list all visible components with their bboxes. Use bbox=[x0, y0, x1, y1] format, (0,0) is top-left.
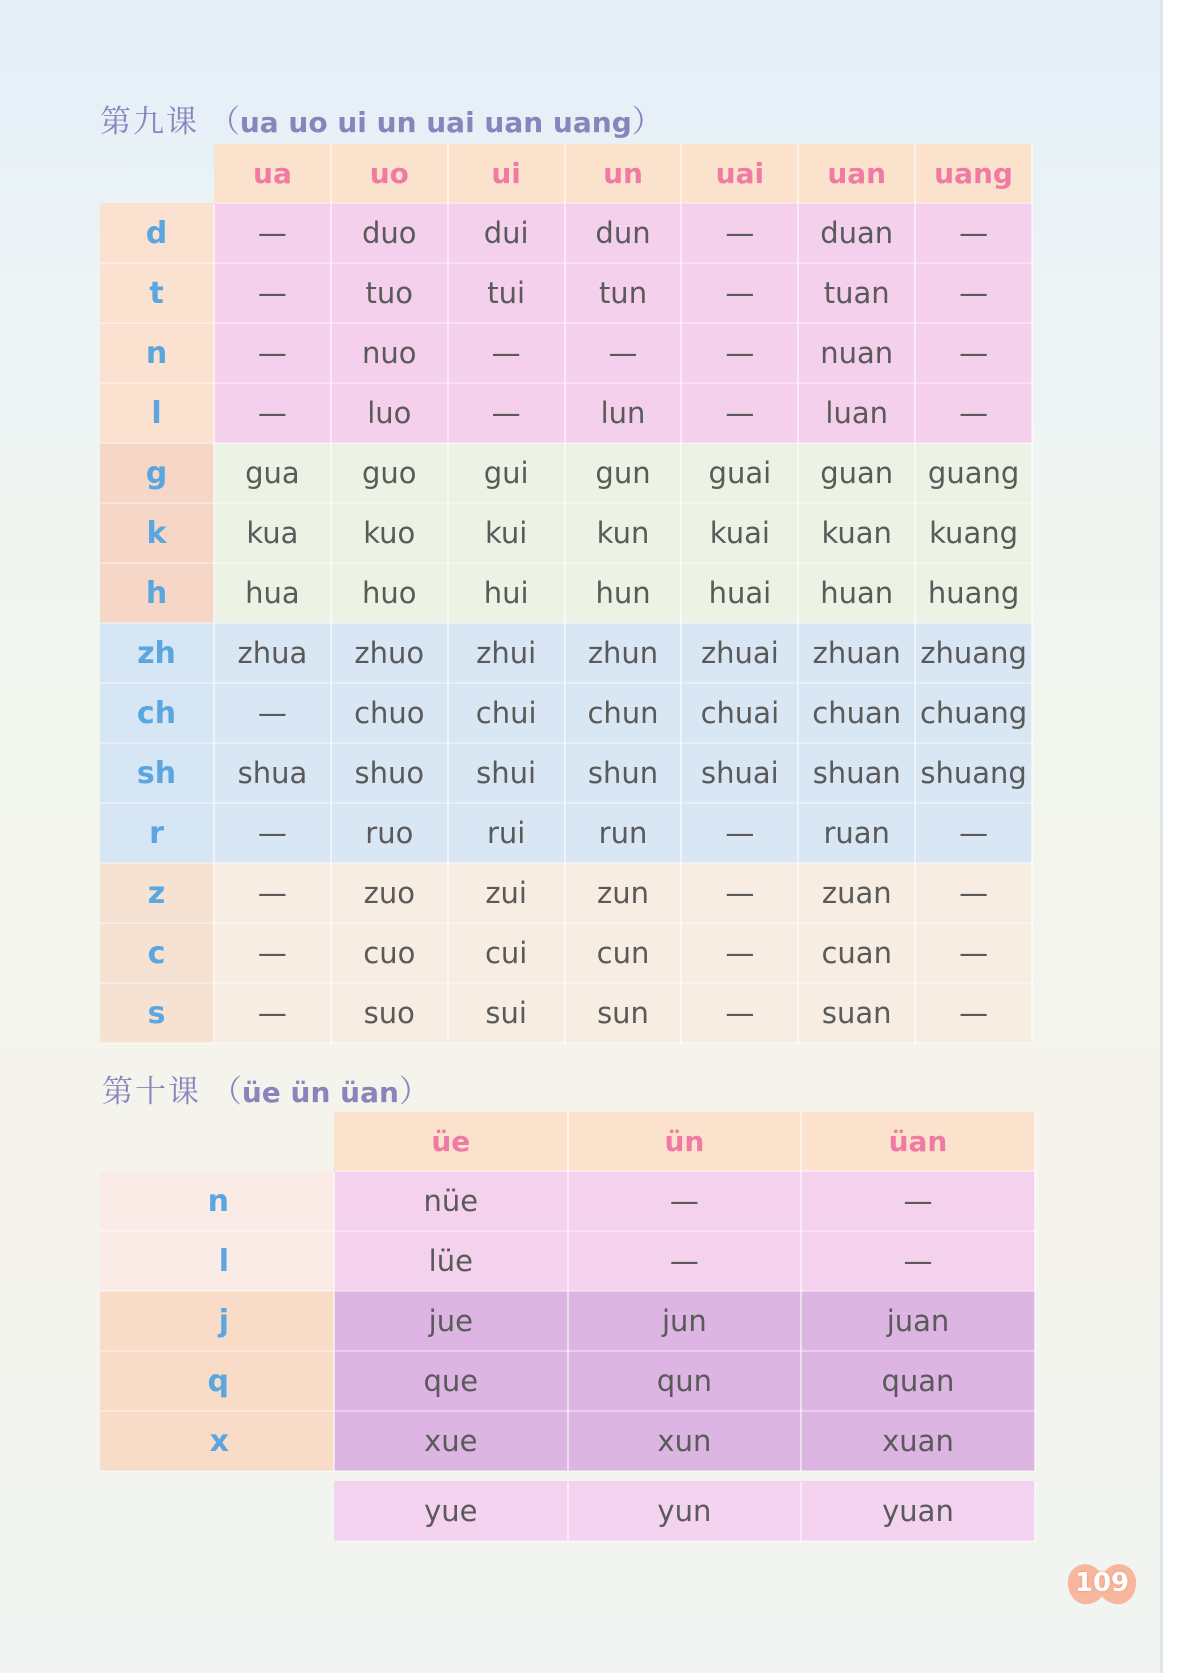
syllable-cell: gua bbox=[214, 443, 331, 503]
syllable-cell: nüe bbox=[334, 1171, 568, 1231]
syllable-cell: rui bbox=[448, 803, 565, 863]
initial-cell: c bbox=[100, 923, 214, 983]
header-cell: uo bbox=[331, 144, 448, 203]
syllable-cell: zhua bbox=[214, 623, 331, 683]
syllable-cell: hui bbox=[448, 563, 565, 623]
syllable-cell: kui bbox=[448, 503, 565, 563]
syllable-cell: — bbox=[448, 383, 565, 443]
syllable-cell: — bbox=[214, 863, 331, 923]
syllable-cell: huang bbox=[915, 563, 1032, 623]
lesson10-finals: üe ün üan bbox=[241, 1076, 399, 1109]
syllable-cell: — bbox=[915, 803, 1032, 863]
syllable-cell: — bbox=[568, 1231, 802, 1291]
syllable-cell: zhuan bbox=[798, 623, 915, 683]
syllable-cell: kuai bbox=[681, 503, 798, 563]
page-number: 109 bbox=[1074, 1568, 1130, 1598]
syllable-cell: luan bbox=[798, 383, 915, 443]
syllable-cell: chuang bbox=[915, 683, 1032, 743]
syllable-cell: — bbox=[681, 323, 798, 383]
lesson9-header-row bbox=[100, 144, 1032, 203]
syllable-cell: kun bbox=[565, 503, 682, 563]
table-row bbox=[100, 1291, 1035, 1351]
lesson9-title: 第九课 （ua uo ui un uai uan uang） bbox=[100, 104, 663, 140]
syllable-cell: gui bbox=[448, 443, 565, 503]
header-cell: üe bbox=[334, 1112, 568, 1171]
table-row bbox=[100, 1231, 1035, 1291]
initial-cell: d bbox=[100, 203, 214, 263]
syllable-cell: zhuang bbox=[915, 623, 1032, 683]
syllable-cell: — bbox=[214, 803, 331, 863]
page-number-badge bbox=[1066, 1558, 1138, 1614]
initial-cell: zh bbox=[100, 623, 214, 683]
page-edge bbox=[1160, 0, 1200, 1673]
syllable-cell: suan bbox=[798, 983, 915, 1043]
table-row bbox=[100, 443, 1032, 503]
syllable-cell: ruo bbox=[331, 803, 448, 863]
initial-cell: k bbox=[100, 503, 214, 563]
header-cell: uan bbox=[798, 144, 915, 203]
syllable-cell: zuan bbox=[798, 863, 915, 923]
initial-cell: l bbox=[100, 1231, 334, 1291]
syllable-cell: kuang bbox=[915, 503, 1032, 563]
syllable-cell: huan bbox=[798, 563, 915, 623]
syllable-cell: kua bbox=[214, 503, 331, 563]
syllable-cell: zui bbox=[448, 863, 565, 923]
initial-cell: n bbox=[100, 323, 214, 383]
lesson10-header-row bbox=[100, 1112, 1035, 1171]
syllable-cell: duo bbox=[331, 203, 448, 263]
table-row bbox=[100, 1171, 1035, 1231]
syllable-cell: chuan bbox=[798, 683, 915, 743]
header-cell: uang bbox=[915, 144, 1032, 203]
syllable-cell: — bbox=[915, 263, 1032, 323]
initial-cell: ch bbox=[100, 683, 214, 743]
syllable-cell: kuo bbox=[331, 503, 448, 563]
syllable-cell: xue bbox=[334, 1411, 568, 1471]
syllable-cell: shun bbox=[565, 743, 682, 803]
table-row bbox=[100, 683, 1032, 743]
header-cell: üan bbox=[801, 1112, 1035, 1171]
lesson10-title: 第十课 （üe ün üan） bbox=[102, 1074, 430, 1110]
header-cell: un bbox=[565, 144, 682, 203]
syllable-cell: shuang bbox=[915, 743, 1032, 803]
syllable-cell: dui bbox=[448, 203, 565, 263]
syllable-cell: tuo bbox=[331, 263, 448, 323]
syllable-cell: — bbox=[214, 203, 331, 263]
syllable-cell: — bbox=[801, 1231, 1035, 1291]
syllable-cell: zhui bbox=[448, 623, 565, 683]
syllable-cell: chui bbox=[448, 683, 565, 743]
syllable-cell: — bbox=[915, 863, 1032, 923]
table-row bbox=[100, 983, 1032, 1043]
syllable-cell: — bbox=[681, 263, 798, 323]
lesson9-table bbox=[100, 144, 1033, 1044]
syllable-cell: cuo bbox=[331, 923, 448, 983]
syllable-cell: shui bbox=[448, 743, 565, 803]
table-row bbox=[100, 323, 1032, 383]
initial-cell: q bbox=[100, 1351, 334, 1411]
syllable-cell: cun bbox=[565, 923, 682, 983]
initial-cell: x bbox=[100, 1411, 334, 1471]
syllable-cell: jue bbox=[334, 1291, 568, 1351]
syllable-cell: zhun bbox=[565, 623, 682, 683]
corner-cell bbox=[100, 144, 214, 203]
syllable-cell: nuan bbox=[798, 323, 915, 383]
syllable-cell: zhuai bbox=[681, 623, 798, 683]
syllable-cell: xun bbox=[568, 1411, 802, 1471]
syllable-cell: — bbox=[214, 923, 331, 983]
syllable-cell: zun bbox=[565, 863, 682, 923]
table-row bbox=[100, 1481, 1035, 1541]
syllable-cell: guan bbox=[798, 443, 915, 503]
initial-cell: s bbox=[100, 983, 214, 1043]
syllable-cell: shua bbox=[214, 743, 331, 803]
initial-cell bbox=[100, 1481, 334, 1541]
syllable-cell: cuan bbox=[798, 923, 915, 983]
initial-cell: r bbox=[100, 803, 214, 863]
syllable-cell: guang bbox=[915, 443, 1032, 503]
syllable-cell: lun bbox=[565, 383, 682, 443]
syllable-cell: kuan bbox=[798, 503, 915, 563]
syllable-cell: — bbox=[681, 923, 798, 983]
syllable-cell: — bbox=[681, 383, 798, 443]
syllable-cell: dun bbox=[565, 203, 682, 263]
corner-cell bbox=[100, 1112, 334, 1171]
syllable-cell: qun bbox=[568, 1351, 802, 1411]
syllable-cell: zhuo bbox=[331, 623, 448, 683]
syllable-cell: — bbox=[565, 323, 682, 383]
syllable-cell: nuo bbox=[331, 323, 448, 383]
table-row bbox=[100, 383, 1032, 443]
syllable-cell: shuan bbox=[798, 743, 915, 803]
syllable-cell: ruan bbox=[798, 803, 915, 863]
syllable-cell: huo bbox=[331, 563, 448, 623]
initial-cell: g bbox=[100, 443, 214, 503]
syllable-cell: — bbox=[214, 263, 331, 323]
syllable-cell: sui bbox=[448, 983, 565, 1043]
syllable-cell: — bbox=[214, 683, 331, 743]
syllable-cell: tui bbox=[448, 263, 565, 323]
initial-cell: h bbox=[100, 563, 214, 623]
syllable-cell: — bbox=[915, 983, 1032, 1043]
initial-cell: t bbox=[100, 263, 214, 323]
syllable-cell: yue bbox=[334, 1481, 568, 1541]
syllable-cell: shuo bbox=[331, 743, 448, 803]
table-row bbox=[100, 203, 1032, 263]
table-row bbox=[100, 503, 1032, 563]
syllable-cell: cui bbox=[448, 923, 565, 983]
syllable-cell: — bbox=[214, 983, 331, 1043]
syllable-cell: duan bbox=[798, 203, 915, 263]
table-row bbox=[100, 1411, 1035, 1471]
initial-cell: l bbox=[100, 383, 214, 443]
initial-cell: sh bbox=[100, 743, 214, 803]
syllable-cell: juan bbox=[801, 1291, 1035, 1351]
table-row bbox=[100, 803, 1032, 863]
lesson9-title-text: 第九课 bbox=[100, 104, 199, 140]
table-row bbox=[100, 1351, 1035, 1411]
syllable-cell: tun bbox=[565, 263, 682, 323]
table-row bbox=[100, 743, 1032, 803]
syllable-cell: — bbox=[448, 323, 565, 383]
syllable-cell: que bbox=[334, 1351, 568, 1411]
syllable-cell: — bbox=[915, 203, 1032, 263]
lesson10-title-text: 第十课 bbox=[102, 1074, 201, 1110]
lesson10-table bbox=[100, 1112, 1036, 1542]
header-cell: ün bbox=[568, 1112, 802, 1171]
table-row bbox=[100, 263, 1032, 323]
syllable-cell: sun bbox=[565, 983, 682, 1043]
syllable-cell: xuan bbox=[801, 1411, 1035, 1471]
initial-cell: z bbox=[100, 863, 214, 923]
header-cell: uai bbox=[681, 144, 798, 203]
syllable-cell: yun bbox=[568, 1481, 802, 1541]
syllable-cell: — bbox=[915, 383, 1032, 443]
syllable-cell: suo bbox=[331, 983, 448, 1043]
syllable-cell: — bbox=[681, 983, 798, 1043]
syllable-cell: guai bbox=[681, 443, 798, 503]
syllable-cell: guo bbox=[331, 443, 448, 503]
syllable-cell: hua bbox=[214, 563, 331, 623]
initial-cell: n bbox=[100, 1171, 334, 1231]
syllable-cell: — bbox=[915, 323, 1032, 383]
syllable-cell: shuai bbox=[681, 743, 798, 803]
syllable-cell: chuai bbox=[681, 683, 798, 743]
row-spacer bbox=[100, 1471, 1035, 1481]
syllable-cell: — bbox=[681, 803, 798, 863]
syllable-cell: — bbox=[214, 323, 331, 383]
syllable-cell: — bbox=[568, 1171, 802, 1231]
syllable-cell: — bbox=[681, 203, 798, 263]
initial-cell: j bbox=[100, 1291, 334, 1351]
syllable-cell: — bbox=[801, 1171, 1035, 1231]
syllable-cell: huai bbox=[681, 563, 798, 623]
table-row bbox=[100, 863, 1032, 923]
syllable-cell: tuan bbox=[798, 263, 915, 323]
syllable-cell: gun bbox=[565, 443, 682, 503]
lesson9-finals: ua uo ui un uai uan uang bbox=[239, 106, 632, 139]
header-cell: ui bbox=[448, 144, 565, 203]
syllable-cell: zuo bbox=[331, 863, 448, 923]
syllable-cell: hun bbox=[565, 563, 682, 623]
syllable-cell: chun bbox=[565, 683, 682, 743]
syllable-cell: — bbox=[915, 923, 1032, 983]
table-row bbox=[100, 563, 1032, 623]
syllable-cell: lüe bbox=[334, 1231, 568, 1291]
syllable-cell: — bbox=[214, 383, 331, 443]
header-cell: ua bbox=[214, 144, 331, 203]
syllable-cell: jun bbox=[568, 1291, 802, 1351]
syllable-cell: run bbox=[565, 803, 682, 863]
syllable-cell: yuan bbox=[801, 1481, 1035, 1541]
table-row bbox=[100, 923, 1032, 983]
syllable-cell: luo bbox=[331, 383, 448, 443]
syllable-cell: quan bbox=[801, 1351, 1035, 1411]
syllable-cell: chuo bbox=[331, 683, 448, 743]
table-row bbox=[100, 623, 1032, 683]
syllable-cell: — bbox=[681, 863, 798, 923]
